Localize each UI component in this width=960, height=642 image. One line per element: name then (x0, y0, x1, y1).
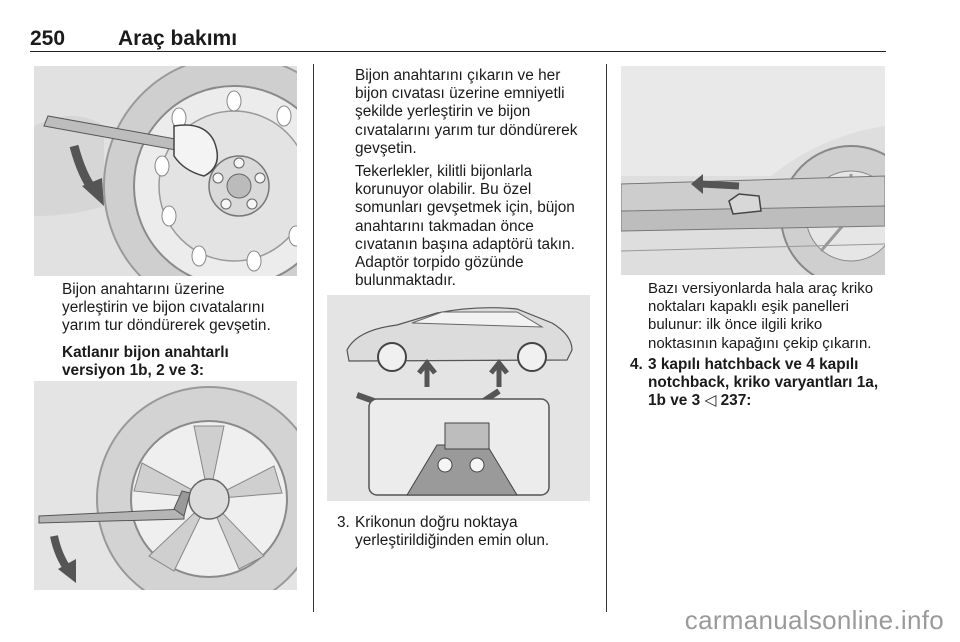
step-number: 4. (630, 356, 643, 373)
paragraph-line: şekilde yerleştirin ve bijon (355, 103, 531, 121)
paragraph-line: noktasının kapağını çekip çıkarın. (648, 334, 872, 352)
sill-cover-paragraph (648, 280, 888, 353)
caption-line: yarım tur döndürerek gevşetin. (62, 317, 271, 335)
paragraph-line: Tekerlekler, kilitli bijonlarla (355, 163, 533, 180)
paragraph-line: bulunur: ilk önce ilgili kriko (648, 316, 823, 334)
paragraph-line: somunları gevşetmek için, büjon (355, 199, 575, 217)
remove-wrench-paragraph (355, 67, 600, 158)
step-line (648, 392, 888, 410)
column-divider (606, 64, 607, 612)
page-reference-link[interactable]: 237: (720, 392, 752, 410)
watermark: carmanualsonline.info (684, 605, 944, 635)
paragraph-line: noktaları kapaklı eşik panelleri (648, 298, 849, 316)
header-rule (30, 51, 886, 52)
page-number: 250 (30, 27, 66, 50)
column-divider (313, 64, 314, 612)
paragraph-line: cıvatalarını yarım tur döndürerek (355, 121, 578, 139)
step-line-text: 1b ve 3 (648, 392, 701, 410)
paragraph-line: gevşetin. (355, 139, 417, 157)
subheading (62, 344, 302, 380)
jack-point-illustration (327, 295, 590, 501)
step-line: Krikonun doğru noktaya (355, 514, 518, 531)
sill-cover-illustration (621, 66, 885, 275)
arrow-ref-icon: ◁ (704, 392, 717, 410)
step-number: 3. (337, 514, 350, 531)
wheel-wrench-illustration (34, 66, 297, 276)
folding-wrench-illustration (34, 381, 297, 590)
paragraph-line: anahtarını takmadan önce (355, 217, 534, 235)
step-3-text (355, 514, 600, 550)
paragraph-line: bijon cıvatası üzerine emniyetli (355, 85, 565, 103)
step-4-text (648, 356, 888, 411)
subheading-line: Katlanır bijon anahtarlı (62, 343, 229, 361)
caption-line: yerleştirin ve bijon cıvatalarını (62, 299, 265, 317)
locking-bolts-paragraph (355, 163, 600, 290)
step-line: notchback, kriko varyantları 1a, (648, 374, 879, 392)
caption-line: Bijon anahtarını üzerine (62, 281, 225, 298)
step-line: 3 kapılı hatchback ve 4 kapılı (648, 356, 859, 373)
step-line: yerleştirildiğinden emin olun. (355, 532, 550, 550)
paragraph-line: Bazı versiyonlarda hala araç kriko (648, 280, 874, 297)
paragraph-line: Adaptör torpido gözünde (355, 254, 524, 272)
page-title: Araç bakımı (118, 27, 238, 50)
subheading-line: versiyon 1b, 2 ve 3: (62, 361, 205, 379)
paragraph-line: Bijon anahtarını çıkarın ve her (355, 67, 561, 84)
paragraph-line: korunuyor olabilir. Bu özel (355, 181, 532, 199)
paragraph-line: bulunmaktadır. (355, 272, 456, 290)
paragraph-line: cıvatanın başına adaptörü takın. (355, 235, 575, 253)
wheel-wrench-caption (62, 281, 302, 380)
